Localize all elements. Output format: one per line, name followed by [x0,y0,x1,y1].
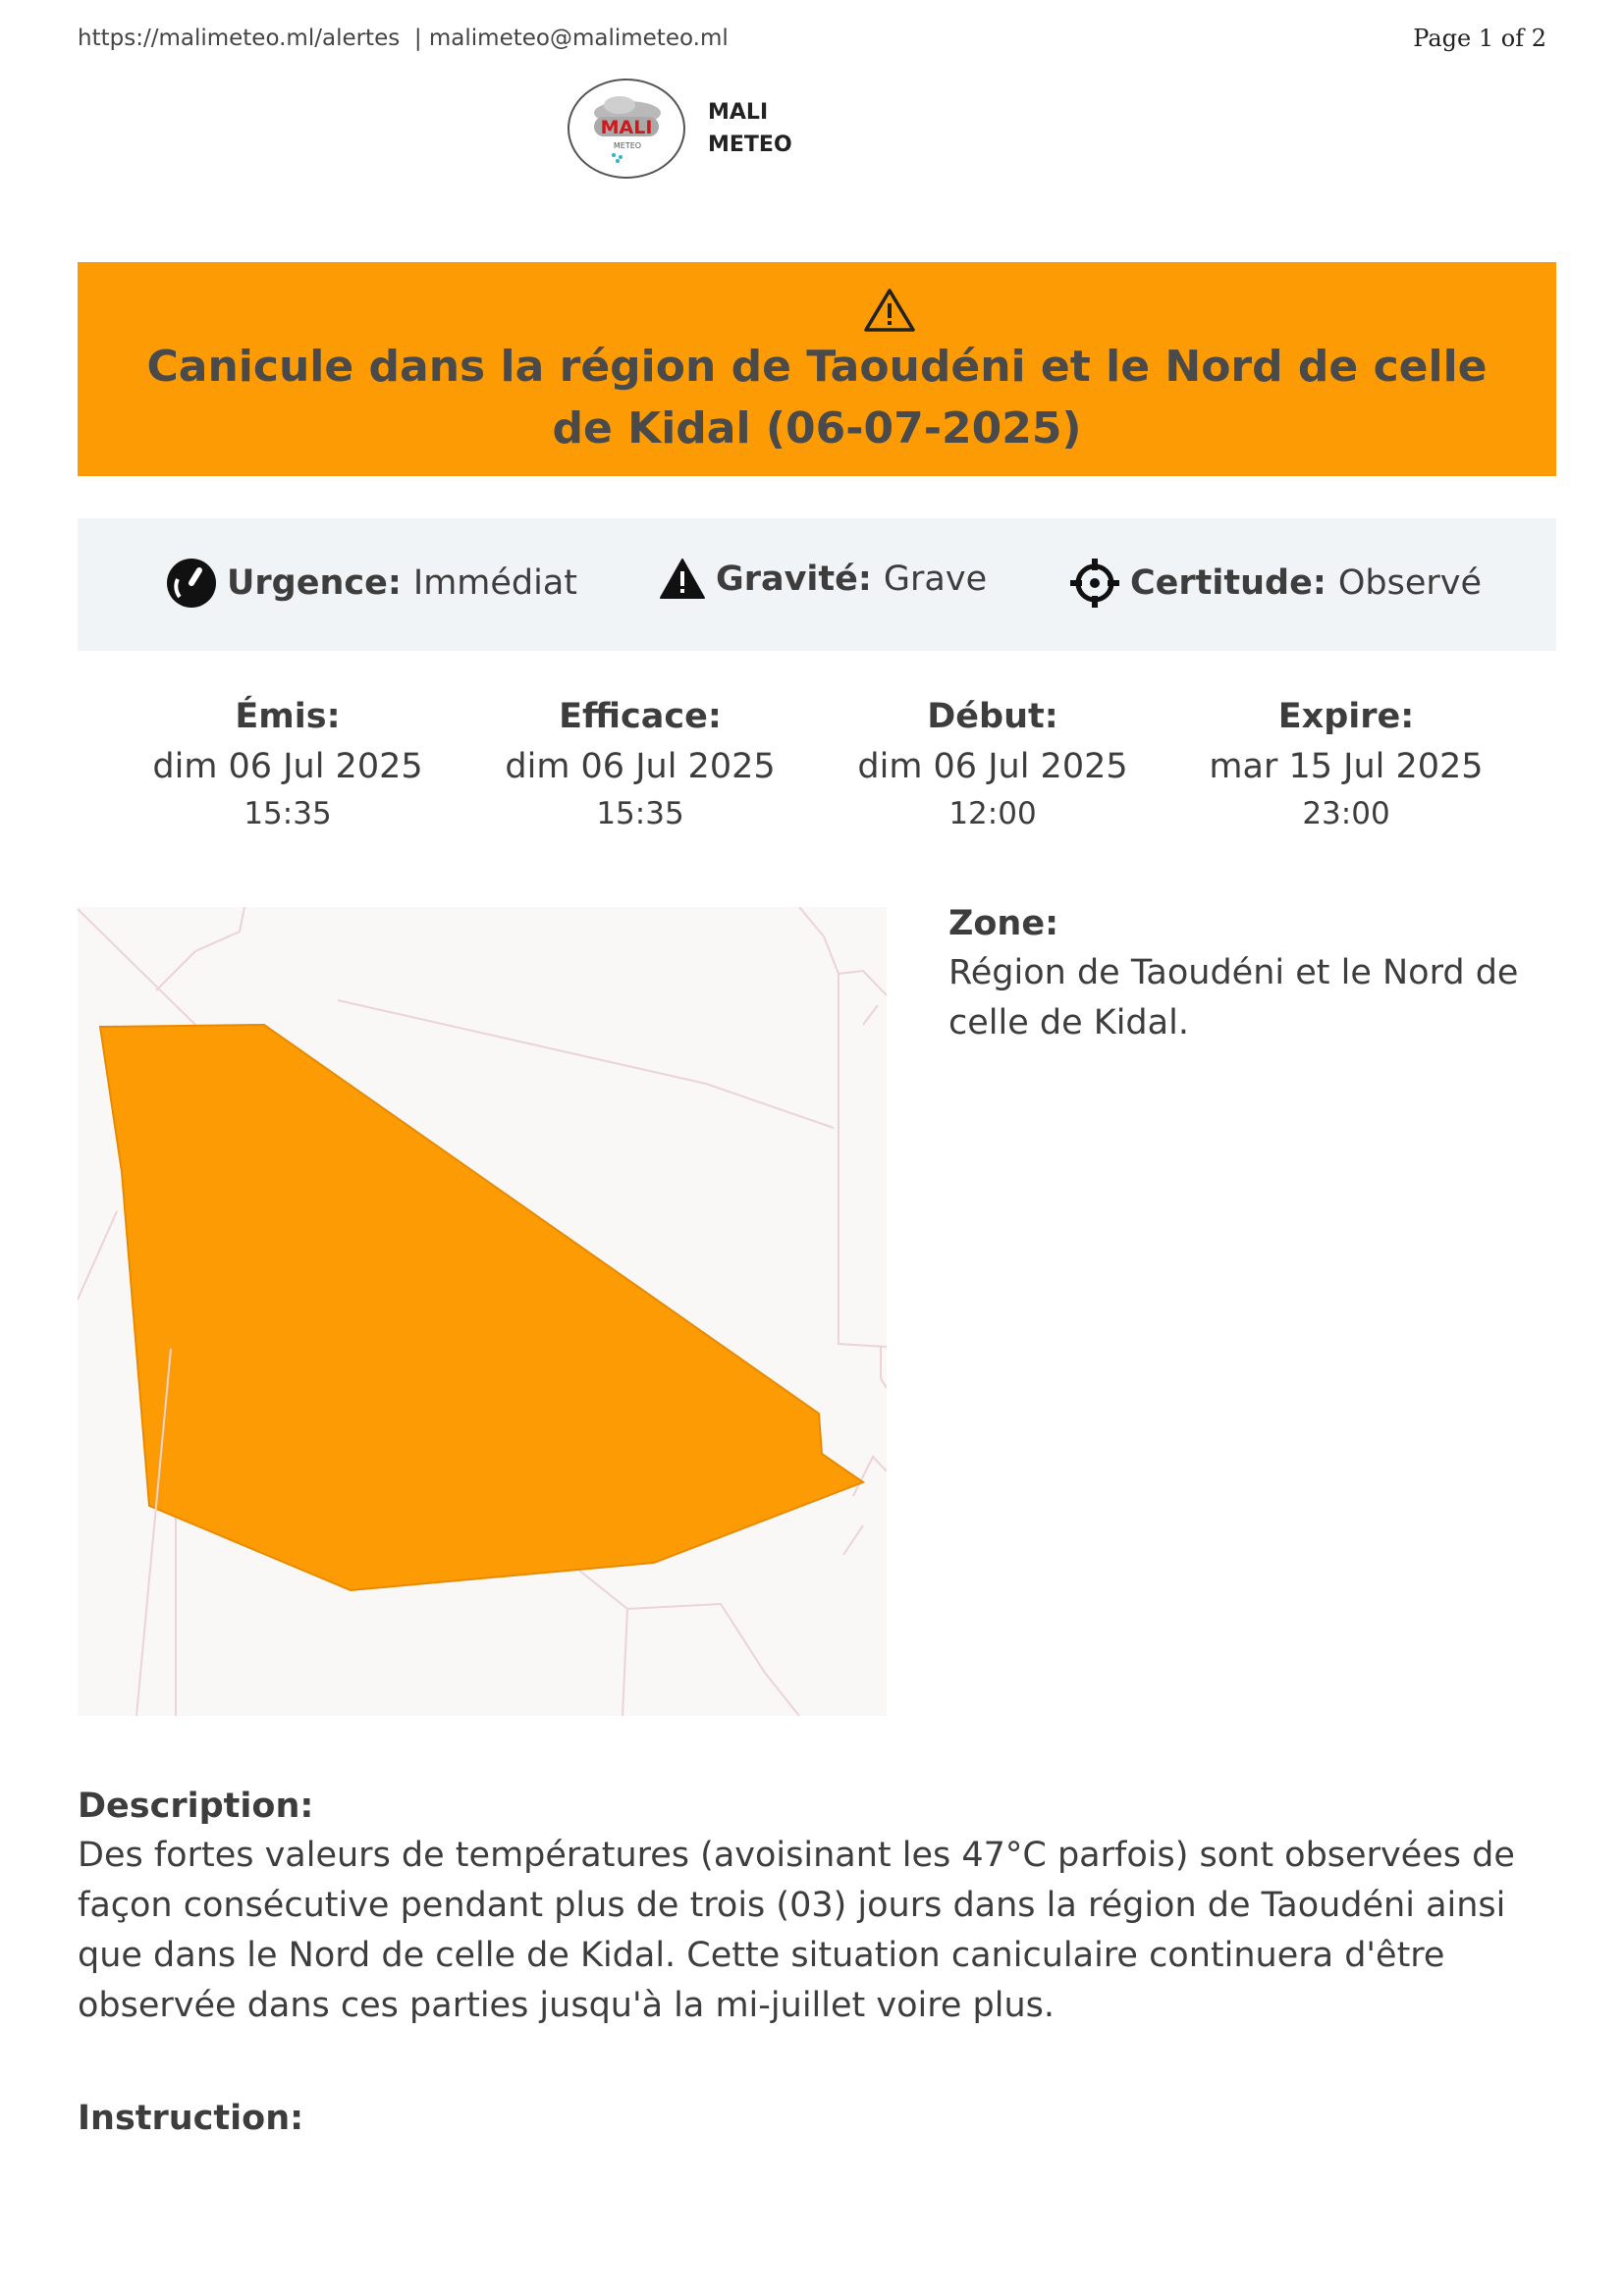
date-label: Efficace: [559,697,722,736]
description-text: Des fortes valeurs de températures (avoisinant les 47°C parfois) sont observées de façon consécutive pendant plus de trois (03) jours dans la région de Taoudéni ainsi que dans le Nord de celle de Kidal. Cette situation caniculaire continuera d'être observée dans ces parties jusqu'à la mi-juillet voire plus. [78,1836,1515,2025]
date-onset [836,692,1150,835]
severity [659,558,987,601]
time-value: 15:35 [244,796,332,831]
date-label: Émis: [235,697,341,736]
logo-text [708,96,792,161]
logo-line-2: METEO [708,133,792,157]
certainty-value: Observé [1337,563,1483,603]
date-value: mar 15 Jul 2025 [1209,747,1484,786]
description-label: Description: [78,1787,314,1826]
certainty-label: Certitude: [1130,563,1326,603]
alert-zone-polygon [100,1025,863,1590]
date-value: dim 06 Jul 2025 [857,747,1128,786]
date-value: dim 06 Jul 2025 [152,747,423,786]
date-issued [131,692,445,835]
logo-line-1: MALI [708,100,769,125]
description-section [78,1782,1556,2031]
warning-triangle-icon [863,287,916,334]
map-canvas [78,907,887,1716]
date-value: dim 06 Jul 2025 [505,747,776,786]
zone-label: Zone: [948,904,1059,943]
exclamation-triangle-icon [659,558,706,601]
logo [567,78,792,180]
clock-icon [166,558,217,609]
date-expires [1189,692,1503,835]
alert-dates [78,692,1556,839]
time-value: 23:00 [1302,796,1390,831]
alert-banner [78,262,1556,476]
urgency-label: Urgence: [227,563,402,603]
svg-text:METEO: METEO [613,141,642,150]
urgency [166,558,577,609]
date-effective [483,692,797,835]
alert-title: Canicule dans la région de Taoudéni et le Nord de celle de Kidal (06-07-2025) [146,342,1488,454]
alert-zone-map [78,907,887,1716]
mali-meteo-logo-icon [567,78,686,180]
page-number: Page 1 of 2 [1413,25,1546,52]
severity-label: Gravité: [716,560,872,599]
instruction-label: Instruction: [78,2099,304,2138]
date-label: Début: [927,697,1058,736]
alert-meta-bar [78,518,1556,651]
date-label: Expire: [1277,697,1415,736]
zone-section [948,899,1538,1048]
time-value: 15:35 [596,796,684,831]
certainty [1069,558,1482,609]
urgency-value: Immédiat [412,563,578,603]
zone-text: Région de Taoudéni et le Nord de celle de Kidal. [948,953,1519,1042]
severity-value: Grave [883,560,988,599]
svg-text:MALI: MALI [600,117,653,138]
time-value: 12:00 [948,796,1037,831]
header-url-contact: https://malimeteo.ml/alertes | malimeteo@malimeteo.ml [78,26,729,51]
crosshair-icon [1069,558,1120,609]
